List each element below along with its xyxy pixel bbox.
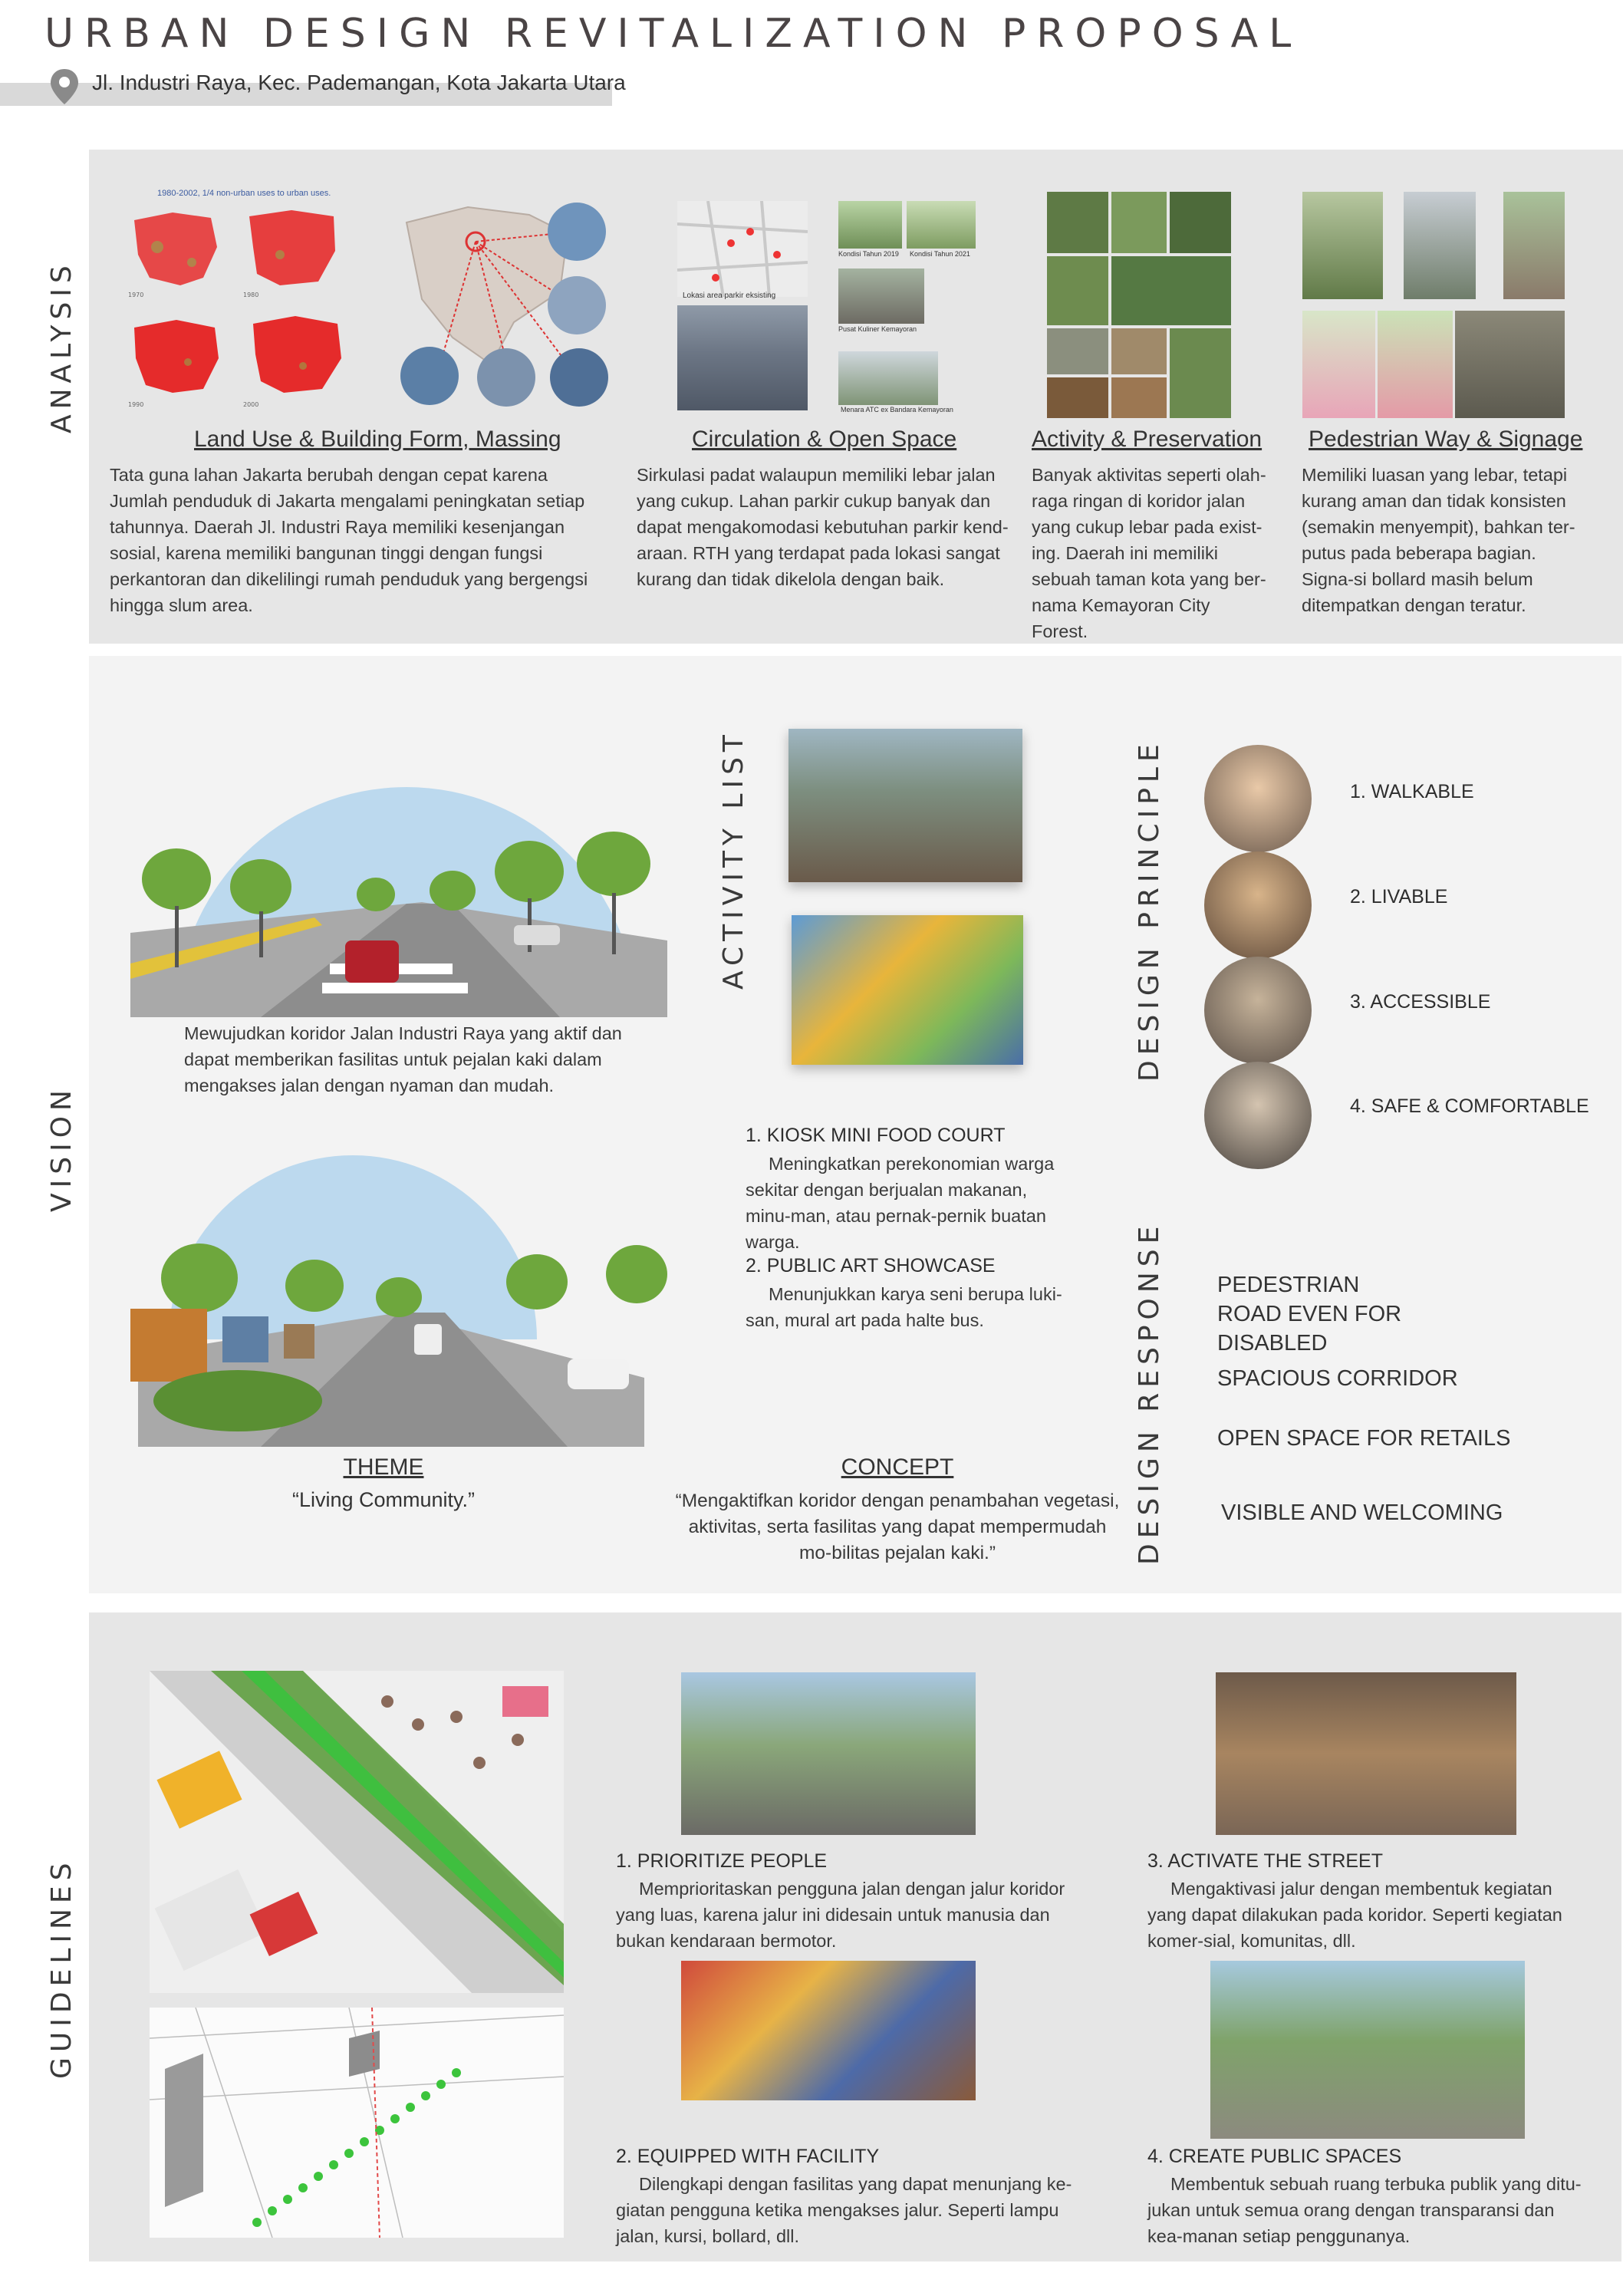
kiosk-photo xyxy=(788,729,1022,882)
activity-2-text: Menunjukkan karya seni berupa luki-san, mural art pada halte bus. xyxy=(746,1284,1062,1330)
kuliner-image xyxy=(838,268,924,324)
landuse-heading: Land Use & Building Form, Massing xyxy=(194,427,561,452)
guideline-3-text: Mengaktivasi jalur dengan membentuk kegiatan yang dapat dilakukan pada koridor. Seperti kegiatan komer-sial, komunitas, dll. xyxy=(1147,1879,1562,1951)
land-use-maps xyxy=(127,201,349,416)
street-section-diagram xyxy=(150,1671,564,1993)
parking-caption: Lokasi area parkir eksisting xyxy=(683,292,776,300)
guideline-4-title: 4. CREATE PUBLIC SPACES xyxy=(1147,2146,1402,2167)
response-visible-welcoming: VISIBLE AND WELCOMING xyxy=(1221,1500,1503,1525)
menara-image xyxy=(838,351,938,405)
circulation-text: Sirkulasi padat walaupun memiliki lebar jalan yang cukup. Lahan parkir cukup banyak dan dapat mengakomodasi kebutuhan parkir kend-araan. RTH yang terdapat pada lokasi sangat kurang dan tidak dikelola dengan baik. xyxy=(637,465,1009,589)
pedestrian-heading: Pedestrian Way & Signage xyxy=(1309,427,1583,452)
street-render-vision xyxy=(130,687,667,1017)
activity-text: Banyak aktivitas seperti olah-raga ringan di koridor jalan yang cukup lebar pada exist-ing. Daerah ini memiliki sebuah taman kota yang ber-nama Kemayoran City Forest. xyxy=(1032,465,1266,641)
pedestrian-sketch-1 xyxy=(1302,311,1375,418)
walkable-photo xyxy=(1204,745,1312,852)
pedestrian-image-1 xyxy=(1302,192,1383,299)
response-spacious-corridor: SPACIOUS CORRIDOR xyxy=(1217,1366,1458,1391)
pedestrian-image-2 xyxy=(1404,192,1476,299)
response-open-space: OPEN SPACE FOR RETAILS xyxy=(1217,1426,1511,1451)
public-spaces-photo xyxy=(1210,1961,1525,2139)
page-title: URBAN DESIGN REVITALIZATION PROPOSAL xyxy=(44,11,1302,57)
map-year-2000: 2000 xyxy=(243,401,259,408)
principle-accessible: 3. ACCESSIBLE xyxy=(1350,991,1491,1013)
pedestrian-image-3 xyxy=(1503,192,1565,299)
menara-caption: Menara ATC ex Bandara Kemayoran xyxy=(841,406,953,413)
map-year-1970: 1970 xyxy=(128,292,144,298)
map-caption: 1980-2002, 1/4 non-urban uses to urban uses. xyxy=(157,189,331,198)
safe-comfortable-photo xyxy=(1204,1062,1312,1169)
analysis-label: ANALYSIS xyxy=(46,260,77,433)
theme-text: “Living Community.” xyxy=(291,1488,476,1511)
kondisi-2019-image xyxy=(838,201,902,249)
parking-map-image xyxy=(677,201,808,297)
guideline-2-text: Dilengkapi dengan fasilitas yang dapat menunjang ke-giatan pengguna ketika mengakses jalur. Seperti lampu jalan, kursi, bollard, dll. xyxy=(616,2174,1072,2246)
guideline-1-title: 1. PRIORITIZE PEOPLE xyxy=(616,1850,828,1872)
pedestrian-sketch-2 xyxy=(1378,311,1453,418)
location-text: Jl. Industri Raya, Kec. Pademangan, Kota Jakarta Utara xyxy=(92,71,626,94)
landuse-text: Tata guna lahan Jakarta berubah dengan cepat karena Jumlah penduduk di Jakarta mengalami peningkatan setiap tahunnya. Daerah Jl. Industri Raya memiliki kesenjangan sosial, karena memiliki bangunan tinggi dengan fungsi perkantoran dan dikelilingi rumah penduduk yang bergengsi hingga slum area. xyxy=(110,465,588,615)
map-year-1980: 1980 xyxy=(243,292,259,298)
facility-photo xyxy=(681,1961,976,2100)
principle-walkable: 1. WALKABLE xyxy=(1350,781,1474,802)
activity-1-text: Meningkatkan perekonomian warga sekitar dengan berjualan makanan, minu-man, atau pernak-pernik buatan warga. xyxy=(746,1154,1055,1252)
guideline-1-text: Memprioritaskan pengguna jalan dengan jalur koridor yang luas, karena jalur ini didesain untuk manusia dan bukan kendaraan bermotor. xyxy=(616,1879,1065,1951)
principle-livable: 2. LIVABLE xyxy=(1350,886,1448,908)
accessible-photo xyxy=(1204,957,1312,1064)
map-year-1990: 1990 xyxy=(128,401,144,408)
activity-list-label: ACTIVITY LIST xyxy=(718,730,749,990)
road-traffic-image xyxy=(677,305,808,410)
kondisi-2021-image xyxy=(907,201,976,249)
design-principle-label: DESIGN PRINCIPLE xyxy=(1134,739,1165,1082)
guideline-3-title: 3. ACTIVATE THE STREET xyxy=(1147,1850,1384,1872)
kuliner-caption: Pusat Kuliner Kemayoran xyxy=(838,325,917,333)
prioritize-people-photo xyxy=(681,1672,976,1835)
jakarta-site-map xyxy=(399,199,610,410)
concept-title: CONCEPT xyxy=(841,1454,954,1480)
activity-collage xyxy=(1047,192,1231,418)
street-render-kiosk xyxy=(107,1148,667,1447)
guideline-2-title: 2. EQUIPPED WITH FACILITY xyxy=(616,2146,880,2167)
kondisi-2019-caption: Kondisi Tahun 2019 xyxy=(838,250,899,258)
site-plan-diagram xyxy=(150,2008,564,2238)
vision-label: VISION xyxy=(46,1085,77,1212)
design-response-label: DESIGN RESPONSE xyxy=(1134,1220,1165,1565)
guidelines-label: GUIDELINES xyxy=(46,1857,77,2079)
theme-title: THEME xyxy=(343,1454,424,1480)
kondisi-2021-caption: Kondisi Tahun 2021 xyxy=(910,250,970,258)
location-pin-icon xyxy=(49,68,80,106)
vision-description: Mewujudkan koridor Jalan Industri Raya yang aktif dan dapat memberikan fasilitas untuk pejalan kaki dalam mengakses jalan dengan nyaman dan mudah. xyxy=(184,1023,622,1095)
response-pedestrian-road: PEDESTRIAN ROAD EVEN FOR DISABLED xyxy=(1217,1273,1402,1356)
guideline-4-text: Membentuk sebuah ruang terbuka publik yang ditu-jukan untuk semua orang dengan transparansi dan kea-manan setiap penggunanya. xyxy=(1147,2174,1582,2246)
activity-1-title: 1. KIOSK MINI FOOD COURT xyxy=(746,1125,1006,1146)
concept-text: “Mengaktifkan koridor dengan penambahan vegetasi, aktivitas, serta fasilitas yang dapat mempermudah mo-bilitas pejalan kaki.” xyxy=(675,1491,1120,1563)
principle-safe-comfortable: 4. SAFE & COMFORTABLE xyxy=(1350,1095,1589,1117)
circulation-heading: Circulation & Open Space xyxy=(692,427,957,452)
livable-photo xyxy=(1204,852,1312,959)
pedestrian-image-4 xyxy=(1455,311,1565,418)
activity-heading: Activity & Preservation xyxy=(1032,427,1263,452)
activity-2-title: 2. PUBLIC ART SHOWCASE xyxy=(746,1255,996,1276)
activate-street-photo xyxy=(1216,1672,1516,1835)
pedestrian-text: Memiliki luasan yang lebar, tetapi kurang aman dan tidak konsisten (semakin menyempit), bahkan ter-putus pada beberapa bagian. Signa-si bollard masih belum ditempatkan dengan teratur. xyxy=(1302,465,1575,615)
mural-art-photo xyxy=(792,915,1023,1065)
